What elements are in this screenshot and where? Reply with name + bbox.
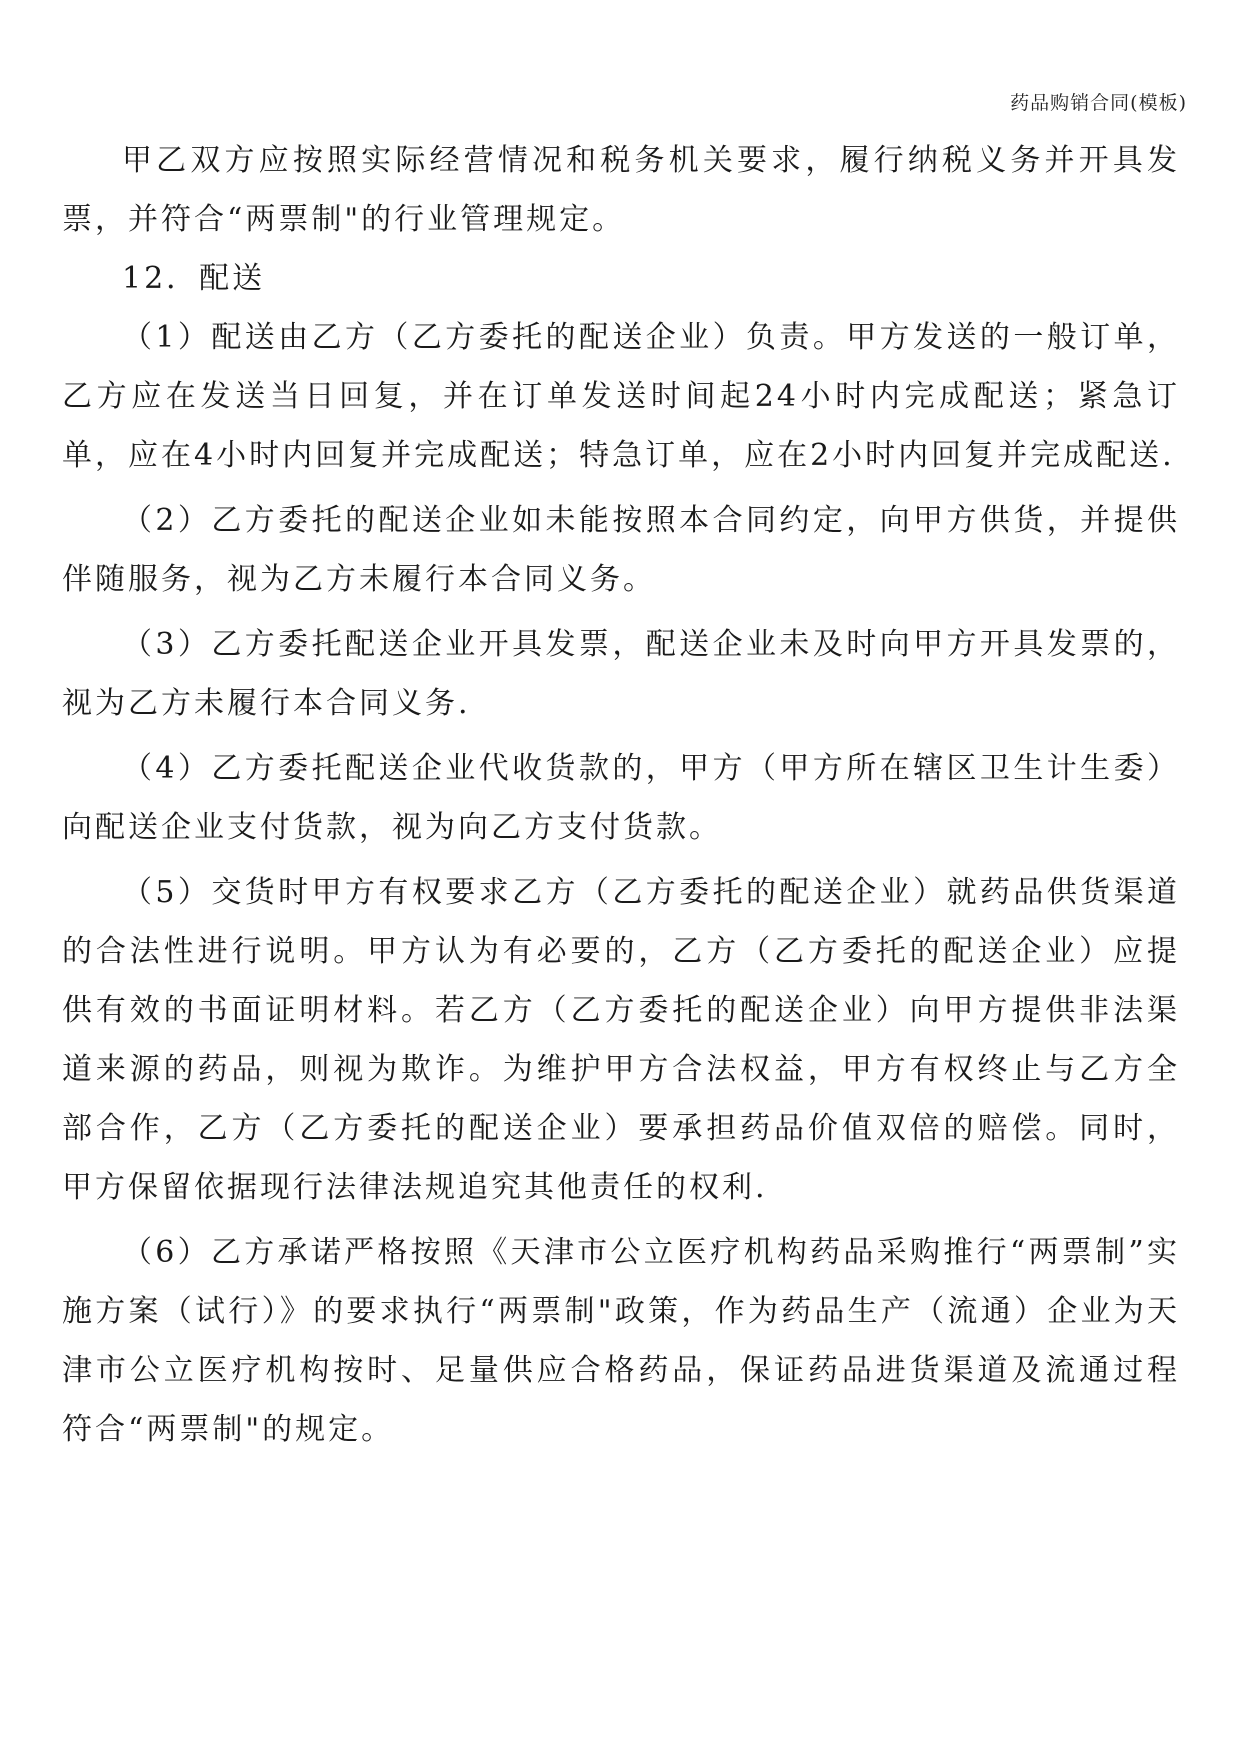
- paragraph-delivery-1: （1）配送由乙方（乙方委托的配送企业）负责。甲方发送的一般订单，乙方应在发送当日回复，并在订单发送时间起24小时内完成配送；紧急订单，应在4小时内回复并完成配送；特急订单，应在2小时内回复并完成配送.: [62, 320, 1180, 473]
- section-heading-delivery: 12．配送: [122, 261, 266, 296]
- paragraph-delivery-3: （3）乙方委托配送企业开具发票，配送企业未及时向甲方开具发票的，视为乙方未履行本合同义务.: [62, 627, 1180, 721]
- paragraph-delivery-4: （4）乙方委托配送企业代收货款的，甲方（甲方所在辖区卫生计生委）向配送企业支付货款，视为向乙方支付货款。: [62, 751, 1180, 845]
- paragraph-delivery-6: （6）乙方承诺严格按照《天津市公立医疗机构药品采购推行“两票制”实施方案（试行）》的要求执行“两票制"政策，作为药品生产（流通）企业为天津市公立医疗机构按时、足量供应合格药品，保证药品进货渠道及流通过程符合“两票制"的规定。: [62, 1235, 1180, 1447]
- paragraph-delivery-2: （2）乙方委托的配送企业如未能按照本合同约定，向甲方供货，并提供伴随服务，视为乙方未履行本合同义务。: [62, 503, 1180, 597]
- page-header-title: 药品购销合同(模板): [1010, 92, 1187, 114]
- paragraph-delivery-5: （5）交货时甲方有权要求乙方（乙方委托的配送企业）就药品供货渠道的合法性进行说明。甲方认为有必要的，乙方（乙方委托的配送企业）应提供有效的书面证明材料。若乙方（乙方委托的配送企业）向甲方提供非法渠道来源的药品，则视为欺诈。为维护甲方合法权益，甲方有权终止与乙方全部合作，乙方（乙方委托的配送企业）要承担药品价值双倍的赔偿。同时，甲方保留依据现行法律法规追究其他责任的权利.: [62, 875, 1180, 1205]
- paragraph-tax-invoice: 甲乙双方应按照实际经营情况和税务机关要求，履行纳税义务并开具发票，并符合“两票制"的行业管理规定。: [62, 143, 1180, 237]
- document-body: [62, 131, 1180, 1459]
